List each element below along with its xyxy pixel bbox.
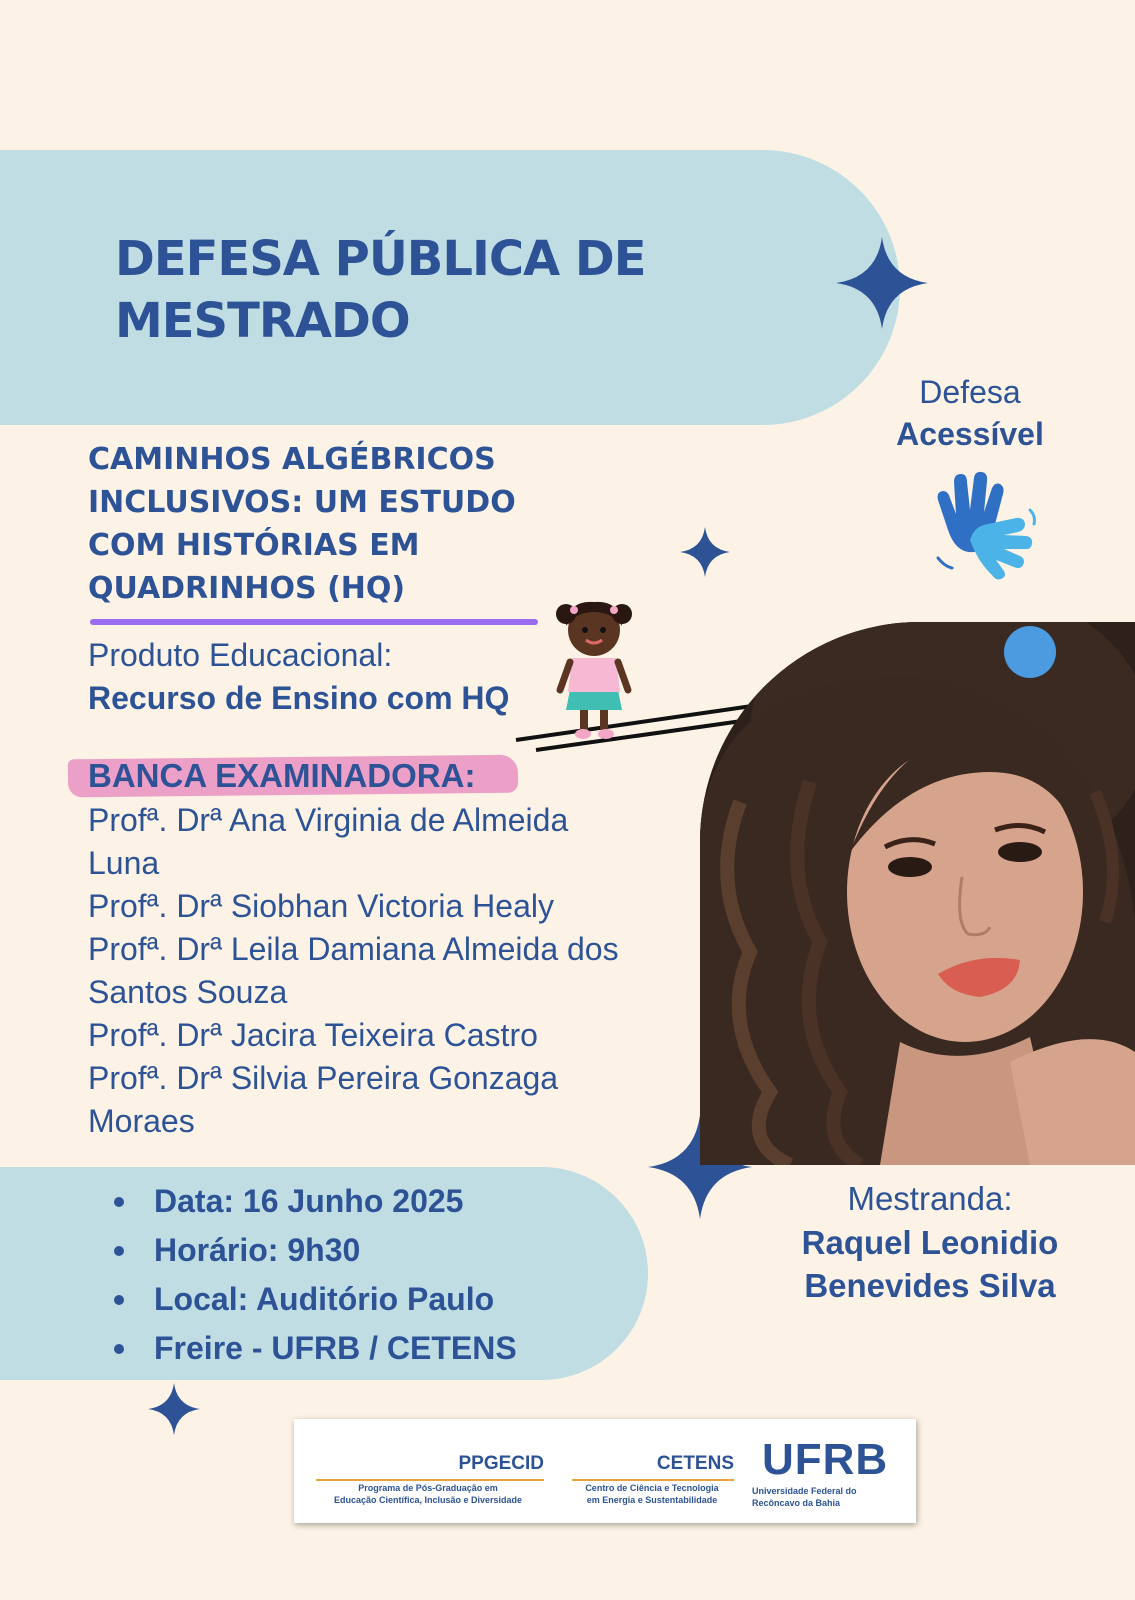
- thesis-title-line-4: QUADRINHOS (HQ): [88, 571, 406, 606]
- sparkle-star-small-icon: [680, 527, 730, 577]
- product-label: Produto Educacional:: [88, 637, 393, 673]
- cetens-subtitle: Centro de Ciência e Tecnologia em Energia e Sustentabilidade: [585, 1483, 719, 1505]
- logo-rule: [316, 1479, 544, 1481]
- candidate-name-line-2: Benevides Silva: [804, 1267, 1056, 1304]
- committee-line: Profª. Drª Siobhan Victoria Healy: [88, 888, 554, 924]
- event-time: Horário: 9h30: [110, 1226, 630, 1275]
- committee-list: [88, 799, 688, 1143]
- cetens-logo: CETENS: [656, 1453, 734, 1474]
- committee-line: Profª. Drª Leila Damiana Almeida dos: [88, 931, 619, 967]
- thesis-title-line-1: CAMINHOS ALGÉBRICOS: [88, 442, 496, 477]
- committee-label: BANCA EXAMINADORA:: [88, 757, 476, 794]
- logo-rule: [572, 1479, 734, 1481]
- committee-line: Profª. Drª Silvia Pereira Gonzaga: [88, 1060, 559, 1096]
- event-location-cont: Freire - UFRB / CETENS: [110, 1324, 630, 1373]
- committee-line: Luna: [88, 845, 160, 881]
- institution-logos: [294, 1419, 916, 1523]
- committee-line: Profª. Drª Ana Virginia de Almeida: [88, 802, 569, 838]
- candidate-name: [780, 1221, 1080, 1307]
- candidate-photo: [700, 622, 1135, 1165]
- title-line-1: DEFESA PÚBLICA DE: [115, 231, 646, 287]
- accessibility-label-line1: Defesa: [919, 374, 1021, 410]
- committee-line: Profª. Drª Jacira Teixeira Castro: [88, 1017, 538, 1053]
- committee-line: Santos Souza: [88, 974, 288, 1010]
- product-value: Recurso de Ensino com HQ: [88, 680, 510, 716]
- committee-line: Moraes: [88, 1103, 195, 1139]
- sparkle-star-icon: [836, 237, 928, 329]
- thesis-title-line-2: INCLUSIVOS: UM ESTUDO: [88, 485, 516, 520]
- ufrb-logo: UFRB: [762, 1435, 889, 1484]
- girl-cartoon-illustration: [508, 598, 758, 758]
- accessibility-label-line2: Acessível: [896, 416, 1044, 452]
- event-location: Local: Auditório Paulo: [110, 1275, 630, 1324]
- event-date: Data: 16 Junho 2025: [110, 1177, 630, 1226]
- candidate-name-line-1: Raquel Leonidio: [801, 1224, 1059, 1261]
- page-title: [115, 228, 735, 352]
- ppgecid-logo: PPGECID: [458, 1453, 544, 1474]
- title-line-2: MESTRADO: [115, 293, 410, 349]
- sparkle-star-bottom-icon: [148, 1383, 200, 1435]
- event-info-list: [110, 1177, 630, 1373]
- ppgecid-subtitle: Programa de Pós-Graduação em Educação Científica, Inclusão e Diversidade: [333, 1483, 523, 1505]
- thesis-title-line-3: COM HISTÓRIAS EM: [88, 528, 420, 563]
- sign-language-hands-icon: [930, 470, 1040, 582]
- ufrb-subtitle: Universidade Federal do Recôncavo da Bahia: [752, 1486, 857, 1508]
- divider-line: [90, 619, 538, 625]
- thesis-title: [88, 438, 668, 610]
- candidate-label: Mestranda:: [847, 1180, 1013, 1217]
